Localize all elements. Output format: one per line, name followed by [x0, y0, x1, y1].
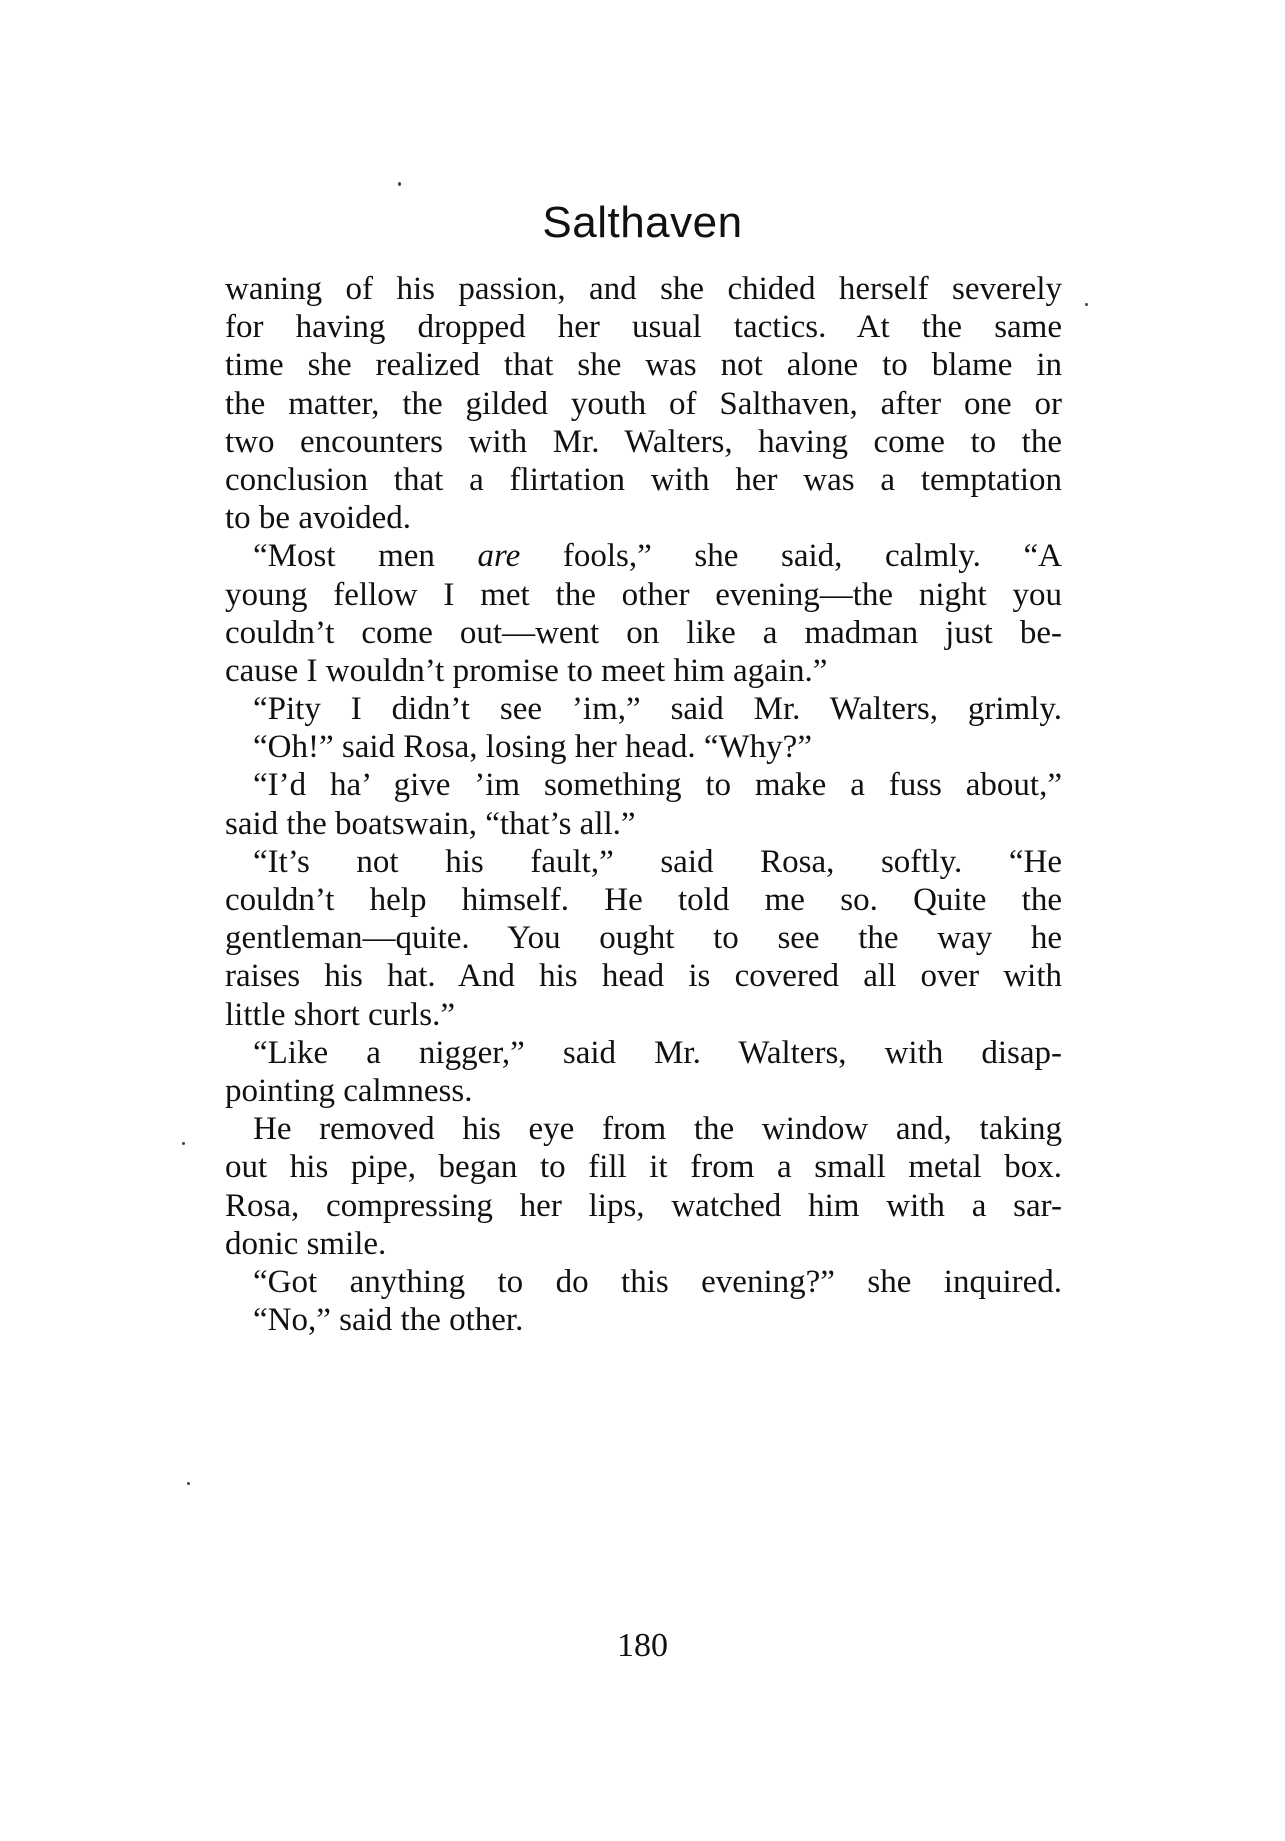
text-line: said the boatswain, “that’s all.”: [225, 805, 636, 842]
running-head: Salthaven: [542, 198, 743, 247]
text-line: He removed his eye from the window and, taking: [253, 1111, 1062, 1148]
text-line: for having dropped her usual tactics. At the same: [225, 309, 1062, 346]
text-line: “Like a nigger,” said Mr. Walters, with disap-: [253, 1034, 1062, 1071]
scan-speck: [187, 1482, 190, 1485]
text-line: cause I wouldn’t promise to meet him again.”: [225, 652, 828, 689]
text-line: conclusion that a flirtation with her was a temptation: [225, 461, 1062, 498]
text-line: to be avoided.: [225, 500, 412, 537]
text-line: couldn’t come out—went on like a madman just be-: [225, 614, 1062, 651]
scan-speck: [398, 182, 401, 186]
text-line: waning of his passion, and she chided herself severely: [225, 271, 1062, 307]
text-line: young fellow I met the other evening—the night you: [225, 576, 1062, 613]
text-line: raises his hat. And his head is covered all over with: [225, 958, 1062, 995]
text-line: little short curls.”: [225, 996, 456, 1033]
text-line: “It’s not his fault,” said Rosa, softly. “He: [253, 843, 1062, 880]
text-line: “Oh!” said Rosa, losing her head. “Why?”: [253, 729, 812, 766]
text-line: “Most men are fools,” she said, calmly. “A: [253, 538, 1062, 575]
text-line: pointing calmness.: [225, 1072, 473, 1109]
text-line: “No,” said the other.: [253, 1302, 524, 1339]
text-line: time she realized that she was not alone to blame in: [225, 347, 1062, 384]
emphasis: are: [477, 538, 521, 575]
text-line: the matter, the gilded youth of Salthaven, after one or: [225, 385, 1062, 422]
page-number: 180: [617, 1627, 668, 1664]
text-line: “Got anything to do this evening?” she inquired.: [253, 1263, 1062, 1300]
text-line: couldn’t help himself. He told me so. Quite the: [225, 882, 1062, 918]
scan-speck: [1085, 303, 1088, 306]
text-line: gentleman—quite. You ought to see the way he: [225, 920, 1062, 957]
text-line: Rosa, compressing her lips, watched him with a sar-: [225, 1187, 1062, 1224]
text-line: donic smile.: [225, 1225, 387, 1262]
scan-speck: [182, 1142, 185, 1145]
text-line: “I’d ha’ give ’im something to make a fuss about,”: [253, 767, 1062, 804]
body-text: [225, 270, 1062, 1339]
text-line: out his pipe, began to fill it from a small metal box.: [225, 1149, 1062, 1186]
text-line: two encounters with Mr. Walters, having come to the: [225, 423, 1062, 460]
text-line: “Pity I didn’t see ’im,” said Mr. Walters, grimly.: [253, 691, 1062, 728]
